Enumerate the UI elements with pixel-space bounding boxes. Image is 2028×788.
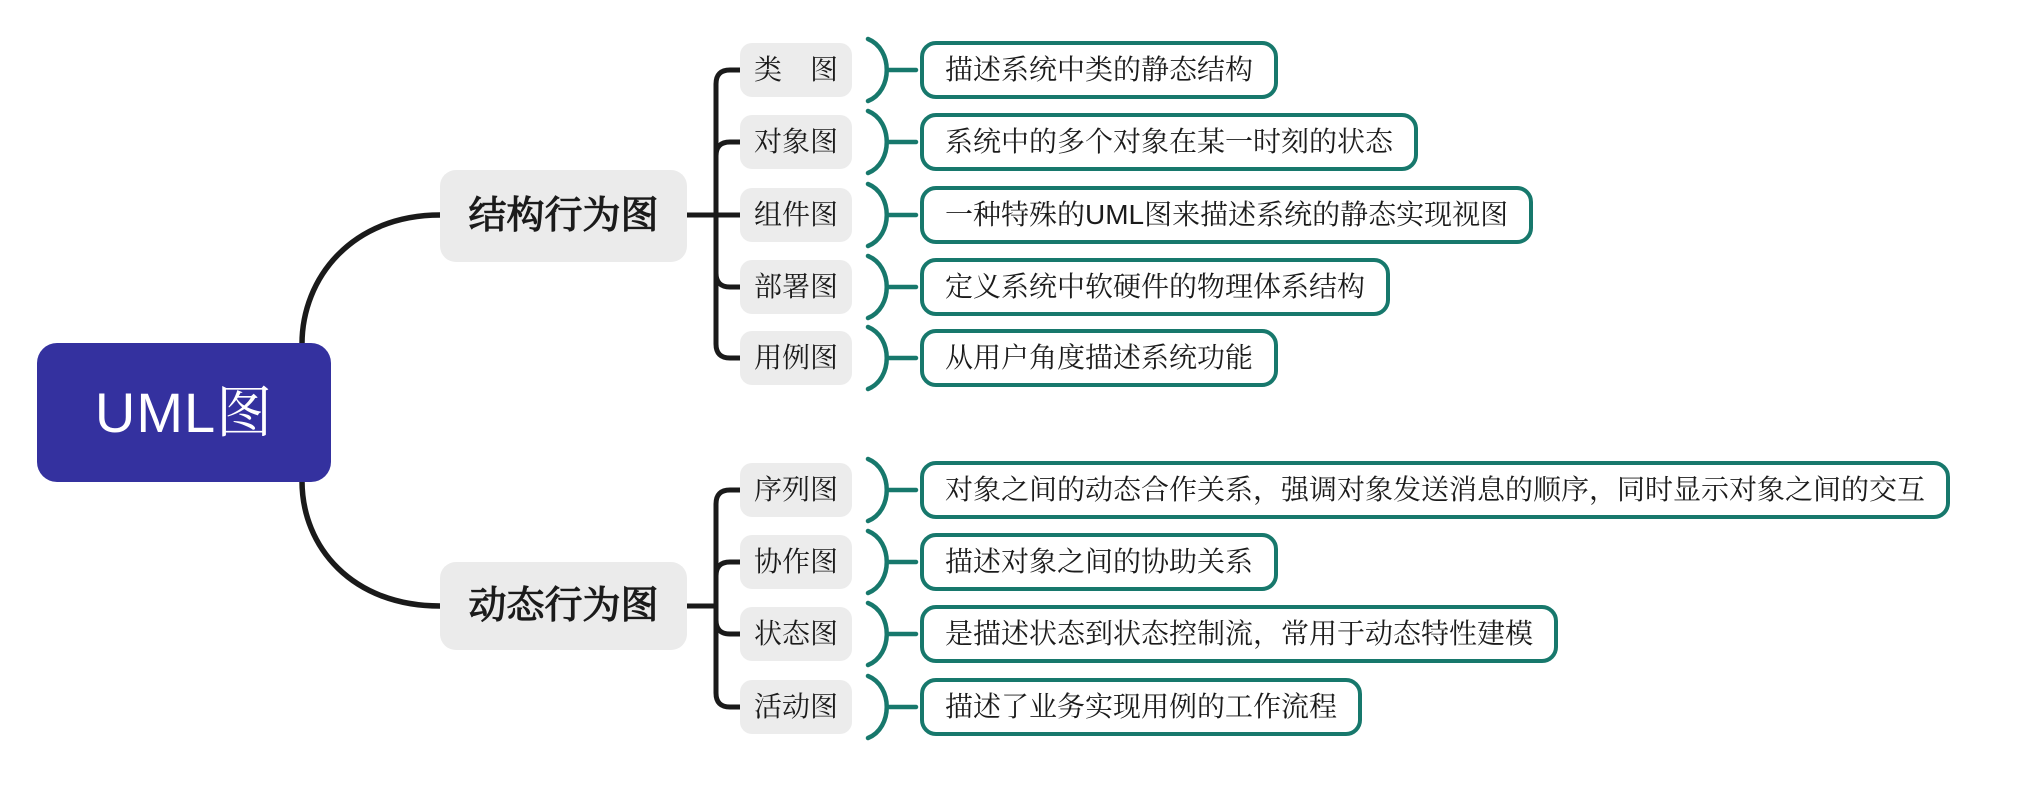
root-branch2-curve bbox=[302, 481, 440, 606]
leaf-node-state-diagram[interactable]: 状态图 bbox=[740, 607, 852, 661]
root-branch1-curve bbox=[302, 215, 440, 344]
desc-node-class-diagram[interactable]: 描述系统中类的静态结构 bbox=[920, 41, 1278, 99]
leaf-node-component-diagram[interactable]: 组件图 bbox=[740, 188, 852, 242]
root-node-uml[interactable]: UML图 bbox=[37, 343, 331, 482]
desc-node-state-diagram[interactable]: 是描述状态到状态控制流，常用于动态特性建模 bbox=[920, 605, 1558, 663]
desc-node-usecase-diagram[interactable]: 从用户角度描述系统功能 bbox=[920, 329, 1278, 387]
leaf-node-collaboration-diagram[interactable]: 协作图 bbox=[740, 535, 852, 589]
leaf-node-usecase-diagram[interactable]: 用例图 bbox=[740, 331, 852, 385]
desc-node-deployment-diagram[interactable]: 定义系统中软硬件的物理体系结构 bbox=[920, 258, 1390, 316]
desc-node-collaboration-diagram[interactable]: 描述对象之间的协助关系 bbox=[920, 533, 1278, 591]
branch-node-dynamic[interactable]: 动态行为图 bbox=[440, 562, 687, 650]
leaf-node-class-diagram[interactable]: 类 图 bbox=[740, 43, 852, 97]
desc-node-activity-diagram[interactable]: 描述了业务实现用例的工作流程 bbox=[920, 678, 1362, 736]
brace-connectors bbox=[868, 39, 916, 738]
leaf-node-deployment-diagram[interactable]: 部署图 bbox=[740, 260, 852, 314]
leaf-node-activity-diagram[interactable]: 活动图 bbox=[740, 680, 852, 734]
desc-node-sequence-diagram[interactable]: 对象之间的动态合作关系，强调对象发送消息的顺序，同时显示对象之间的交互 bbox=[920, 461, 1950, 519]
branch1-trunk bbox=[687, 70, 740, 358]
branch-node-structural[interactable]: 结构行为图 bbox=[440, 170, 687, 262]
leaf-node-sequence-diagram[interactable]: 序列图 bbox=[740, 463, 852, 517]
branch2-trunk bbox=[687, 490, 740, 707]
desc-node-object-diagram[interactable]: 系统中的多个对象在某一时刻的状态 bbox=[920, 113, 1418, 171]
desc-node-component-diagram[interactable]: 一种特殊的UML图来描述系统的静态实现视图 bbox=[920, 186, 1533, 244]
leaf-node-object-diagram[interactable]: 对象图 bbox=[740, 115, 852, 169]
